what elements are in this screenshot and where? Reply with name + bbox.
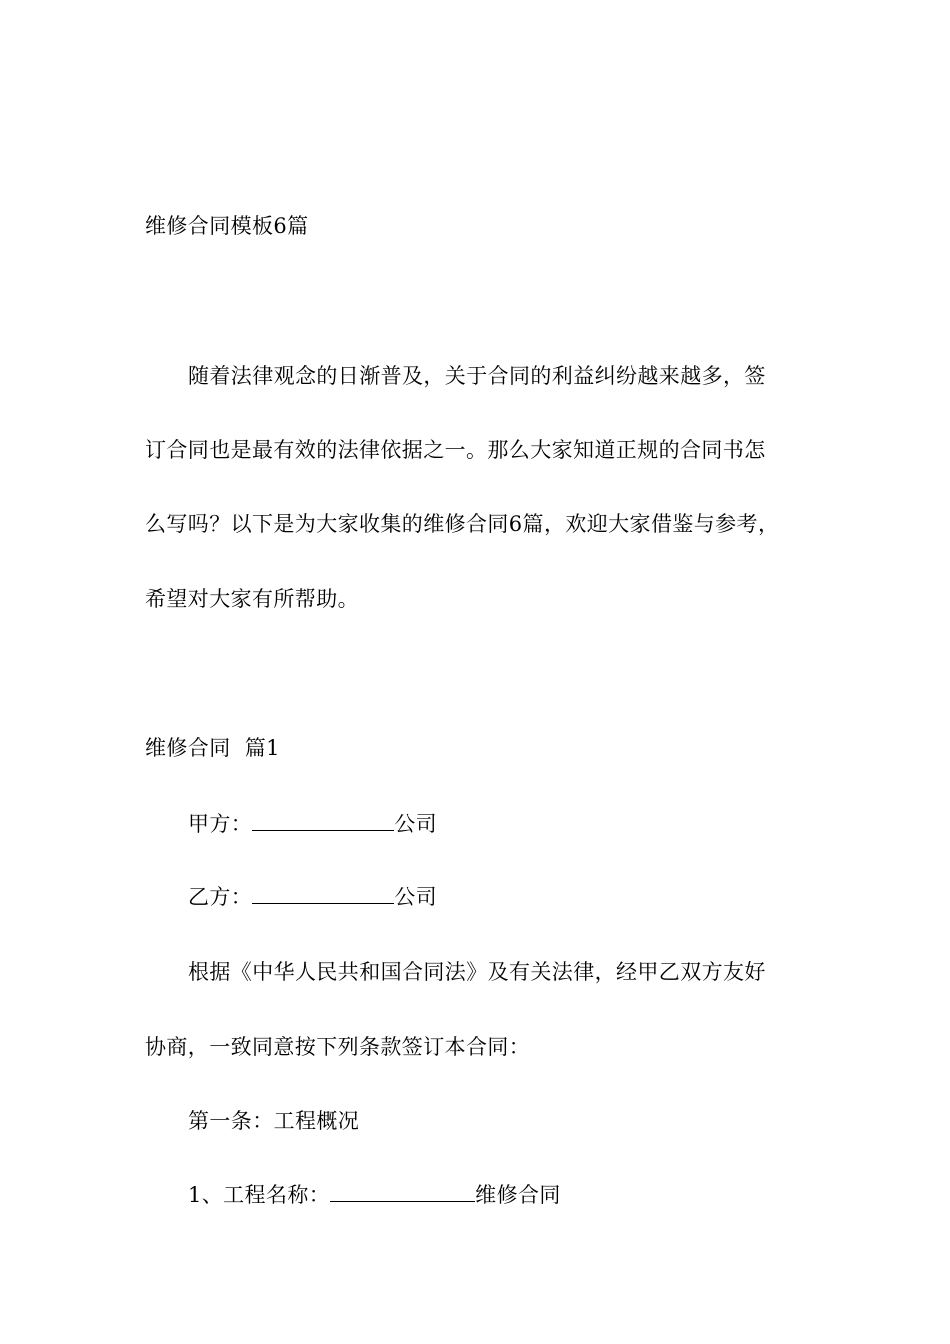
basis-line-2: 协商，一致同意按下列条款签订本合同：: [145, 1035, 531, 1059]
intro-line-1: 随着法律观念的日渐普及，关于合同的利益纠纷越来越多，签: [188, 364, 766, 388]
section-heading: 维修合同 篇1: [145, 736, 280, 760]
party-a-line: [188, 811, 437, 837]
item-1-label: 1、工程名称：: [188, 1183, 331, 1207]
intro-line-4: 希望对大家有所帮助。: [145, 587, 359, 611]
party-b-line: [188, 884, 437, 910]
article-1-heading: 第一条：工程概况: [188, 1109, 360, 1133]
item-1-line: [188, 1182, 561, 1208]
intro-line-2: 订合同也是最有效的法律依据之一。那么大家知道正规的合同书怎: [145, 438, 766, 462]
intro-line-3: 么写吗？以下是为大家收集的维修合同6篇，欢迎大家借鉴与参考，: [145, 512, 780, 536]
party-a-suffix: 公司: [394, 812, 438, 836]
party-b-blank: [252, 885, 394, 904]
party-b-label: 乙方：: [188, 885, 253, 909]
item-1-blank: [330, 1183, 475, 1202]
party-b-suffix: 公司: [394, 885, 438, 909]
item-1-suffix: 维修合同: [475, 1183, 561, 1207]
party-a-blank: [252, 812, 394, 831]
document-title: 维修合同模板6篇: [145, 214, 309, 238]
party-a-label: 甲方：: [188, 812, 253, 836]
basis-line-1: 根据《中华人民共和国合同法》及有关法律，经甲乙双方友好: [188, 960, 766, 984]
